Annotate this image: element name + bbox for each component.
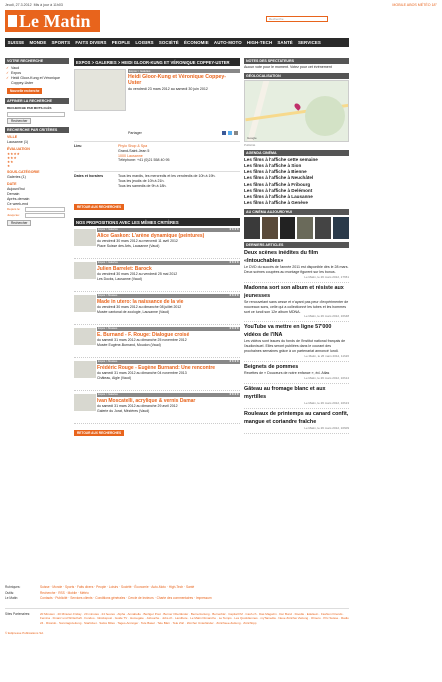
geo-heading: GÉOLOCALISATION	[244, 73, 349, 79]
rubriques-label: Rubriques:	[5, 585, 21, 589]
proposition-dates: du samedi 31 mars 2012 au dimanche 04 novembre 2013	[97, 371, 187, 375]
film-link[interactable]: Les films à l'affiche à Genève	[244, 200, 308, 206]
movie-poster[interactable]	[280, 217, 296, 239]
article-item[interactable]	[244, 248, 349, 283]
header-links[interactable]: MOBILE ABOS MÉTÉO 18°	[392, 3, 437, 7]
proposition-title[interactable]: Frédéric Rouge - Eugène Burnand: Une rencontre	[97, 365, 216, 371]
event-image	[74, 69, 126, 111]
event-category: Expos > Galeries	[128, 69, 240, 73]
galeries-filter[interactable]: Galeries (1)	[7, 175, 26, 179]
proposition-thumbnail[interactable]	[74, 295, 96, 312]
outils-links[interactable]: Recherche · RSS · Mobile · Météo	[40, 590, 89, 595]
sous-categorie-label: SOUS-CATÉGORIE	[7, 170, 40, 174]
publicite-label: Publicité	[244, 142, 256, 147]
cinema-heading: AU CINÉMA AUJOURD'HUI	[244, 209, 349, 215]
article-summary: Le DVD du succès de l'année 2011 est disponible dès le 28 mars. Deux scènes coupées au montage figurent sur les bonus.	[244, 265, 349, 275]
film-link[interactable]: Les films à l'affiche à Delémont	[244, 187, 313, 193]
google-logo: Google	[247, 135, 257, 140]
share-icons	[222, 131, 238, 135]
proposition-thumbnail[interactable]	[74, 328, 96, 345]
proposition-thumbnail[interactable]	[74, 262, 96, 279]
nav-item[interactable]: SERVICES	[297, 40, 321, 45]
proposition-thumbnail[interactable]	[74, 394, 96, 411]
rating-stars-icon: ★★★★	[228, 392, 239, 396]
proposition-dates: du vendredi 30 mars 2012 au vendredi 25 mai 2012	[97, 272, 178, 276]
article-summary: Recettes de « Douceurs de notre enfance », éd. Atlas	[244, 371, 330, 376]
article-item[interactable]	[244, 283, 349, 322]
nav-item[interactable]: SUISSE	[7, 40, 25, 45]
proposition-place: Château, Aigle (Vaud)	[97, 375, 131, 380]
lieu-line[interactable]: 1000 Lausanne	[118, 153, 143, 158]
article-title[interactable]: Deux scènes inédites du film «Intouchables»	[244, 250, 318, 264]
film-link[interactable]: Les films à l'affiche à Sion	[244, 163, 302, 168]
jusqu-label: Jusqu'au:	[7, 213, 20, 217]
lieu-label: Lieu	[74, 144, 82, 148]
lieu-line: Téléphone: +41 (0)21 558 40 95	[118, 158, 170, 163]
ville-label: VILLE	[7, 135, 18, 139]
depuis-label: Depuis le:	[7, 207, 21, 211]
proposition-title[interactable]: Made in utero: la naissance de la vie	[97, 299, 184, 305]
ville-lausanne[interactable]: Lausanne (1)	[7, 140, 29, 144]
rating-stars-icon: ★★★★	[228, 326, 239, 330]
proposition-category: Expos > Musées	[97, 294, 240, 298]
filter-label: Heidi Gloor-Kung et Véronique Coppey-Uster	[11, 76, 60, 85]
article-item[interactable]	[244, 322, 349, 361]
new-search-button[interactable]: Nouvelle recherche	[7, 88, 42, 94]
propositions-heading: NOS PROPOSITIONS AVEC LES MÊMES CRITÈRES	[74, 218, 240, 226]
date-line: Jeudi, 27.3.2012 Mis à jour à 11h03	[5, 3, 63, 7]
proposition-details	[97, 272, 237, 281]
map[interactable]	[244, 80, 349, 142]
nav-item[interactable]: LOISIRS	[135, 40, 154, 45]
proposition-title[interactable]: E. Burnand - F. Rouge: Dialogue croisé	[97, 332, 190, 338]
article-title[interactable]: YouTube va mettre en ligne 57'000 vidéos de l'INA	[244, 324, 332, 338]
breadcrumb: EXPOS > GALERIES > HEIDI GLOOR-KUNG ET VÉRONIQUE COPPEY-USTER	[74, 58, 240, 66]
proposition-place: Place Suisse des Arts, Lausanne (Vaud)	[97, 243, 160, 248]
checkbox-icon[interactable]: ✓	[6, 71, 10, 75]
checkbox-icon[interactable]: ✓	[6, 76, 10, 80]
rating-stars-icon: ★★★★	[228, 293, 239, 297]
movie-poster[interactable]	[297, 217, 313, 239]
nav-item[interactable]: AUTO-MOTO	[213, 40, 242, 45]
rubriques-links[interactable]: Suisse · Monde · Sports · Faits divers · People · Loisirs · Société · Économie · Auto-Moto · High-Tech · Santé	[40, 585, 195, 589]
article-meta: Le Matin, le 26 mars 2012, 11h26	[304, 353, 349, 358]
nav-item[interactable]: HIGH-TECH	[246, 40, 273, 45]
horaire-line: Tous les mardis, les mercredis et les vendredis de 10h à 19h.	[118, 174, 216, 178]
jusqu-input[interactable]	[25, 213, 65, 218]
proposition-place: Les Docks, Lausanne (Vaud)	[97, 276, 142, 281]
proposition-place: Musée Eugène-Burnand, Moudon (Vaud)	[97, 342, 161, 347]
horaire-line: Tous les samedis de 9h à 18h.	[118, 183, 167, 188]
affiner-heading: AFFINER LA RECHERCHE	[5, 98, 69, 104]
rechercher-button-2[interactable]: Rechercher	[7, 220, 31, 226]
proposition-place: Galerie du Jorat, Mézières (Vaud)	[97, 408, 150, 413]
outils-label: Outils:	[5, 590, 15, 595]
article-meta: Le Matin, le 26 mars 2012, 10h09	[304, 426, 349, 431]
rechercher-button[interactable]: Rechercher	[7, 118, 31, 124]
nav-item[interactable]: FAITS DIVERS	[75, 40, 107, 45]
proposition-item[interactable]	[74, 293, 240, 325]
sidebar	[5, 58, 69, 226]
article-title[interactable]: Beignets de pommes	[244, 363, 299, 370]
movie-poster[interactable]	[244, 217, 260, 239]
movie-poster[interactable]	[315, 217, 331, 239]
proposition-dates: du samedi 31 mars 2012 au dimanche 29 avril 2012	[97, 404, 178, 408]
share-label: Partager	[128, 131, 142, 135]
proposition-details	[97, 338, 237, 347]
votre-recherche-heading: VOTRE RECHERCHE	[5, 58, 69, 64]
derniers-heading: DERNIERS ARTICLES	[244, 242, 349, 248]
proposition-item[interactable]	[74, 326, 240, 358]
nav-item[interactable]: PEOPLE	[111, 40, 131, 45]
date-option[interactable]: Après-demain	[7, 197, 30, 201]
dates-label: Dates et horaires	[74, 174, 104, 178]
article-title[interactable]: Madonna sort son album et résiste aux jeunesses	[244, 285, 344, 299]
proposition-item[interactable]	[74, 392, 240, 424]
proposition-category: Expos > Musées	[97, 360, 240, 364]
movie-poster[interactable]	[262, 217, 278, 239]
article-item[interactable]	[244, 409, 349, 434]
rating-stars-icon: ★★★★	[228, 359, 239, 363]
movie-poster[interactable]	[333, 217, 349, 239]
nav-item[interactable]: SANTÉ	[277, 40, 293, 45]
lieu-line: Grand-Saint-Jean 5	[118, 148, 150, 153]
nav-item[interactable]: SPORTS	[51, 40, 71, 45]
film-link[interactable]: Les films à l'affiche à Neuchâtel	[244, 175, 314, 181]
nav-item[interactable]: SOCIÉTÉ	[158, 40, 179, 45]
copyright: © Edipresse Publications SA	[5, 631, 44, 635]
right-column	[244, 58, 349, 434]
search-input[interactable]: Recherche	[266, 16, 328, 22]
keyword-label: RECHERCHE PAR MOTS-CLÉS	[7, 106, 52, 110]
checkbox-icon[interactable]: ✓	[6, 66, 10, 70]
film-link[interactable]: Les films à l'affiche cette semaine	[244, 156, 318, 162]
notes-heading: NOTES DES SPECTATEURS	[244, 58, 349, 64]
article-meta: Le Matin, le 26 mars 2012, 17h51	[304, 275, 349, 280]
logo[interactable]: Le Matin	[5, 10, 100, 32]
sites-label: Sites Partenaires:	[5, 611, 31, 616]
rating-stars-icon[interactable]: ★★★★ ★★★ ★★ ★	[7, 152, 20, 168]
proposition-dates: du vendredi 30 mars 2012 au dimanche 08 juillet 2012	[97, 305, 182, 309]
lieu-line[interactable]: Phylo Shop & Spa	[118, 144, 148, 148]
map-pin-icon[interactable]	[293, 102, 301, 110]
article-meta: Le Matin, le 26 mars 2012, 10h13	[304, 401, 349, 406]
article-summary: Les vidéos sont issues du fonds de l'Institut national français de l'audiovisuel. Elles seront publiées dans le courant des prochaines semaines grâce à un partenariat annoncé lundi.	[244, 339, 346, 353]
horaire-line: Tous les jeudis de 10h à 21h.	[118, 178, 165, 183]
proposition-category: Expos > Galeries	[97, 228, 240, 232]
twitter-icon[interactable]	[228, 131, 232, 135]
article-title[interactable]: Rouleaux de printemps au canard confit, mangue et coriandre fraîche	[244, 411, 349, 425]
article-meta: Le Matin, le 26 mars 2012, 16h48	[304, 314, 349, 319]
film-link[interactable]: Les films à l'affiche à Bienne	[244, 169, 307, 175]
proposition-title[interactable]: Julien Barrelet: Barock	[97, 266, 152, 272]
nav-item[interactable]: ÉCONOMIE	[184, 40, 209, 45]
event-period: du vendredi 23 mars 2012 au samedi 30 juin 2012	[128, 87, 208, 91]
proposition-item[interactable]	[74, 227, 240, 259]
proposition-thumbnail[interactable]	[74, 229, 96, 246]
retour-button-2[interactable]: RETOUR AUX RECHERCHES	[74, 430, 124, 436]
main-content	[74, 58, 240, 436]
retour-button[interactable]: RETOUR AUX RECHERCHES	[74, 204, 124, 210]
article-title[interactable]: Gâteau au fromage blanc et aux myrtilles	[244, 386, 326, 400]
proposition-thumbnail[interactable]	[74, 361, 96, 378]
proposition-details	[97, 239, 237, 248]
evaluation-label: ÉVALUATION	[7, 147, 30, 151]
article-item[interactable]	[244, 362, 349, 384]
date-option[interactable]: Aujourd'hui	[7, 187, 25, 191]
proposition-title[interactable]: Ivan Moscatelli, acrylique & vernis Damar	[97, 398, 196, 404]
film-link[interactable]: Les films à l'affiche à Lausanne	[244, 194, 313, 200]
agenda-heading: AGENDA CINÉMA	[244, 150, 349, 156]
article-item[interactable]	[244, 384, 349, 409]
proposition-details	[97, 404, 237, 413]
proposition-details	[97, 305, 237, 314]
sites-links[interactable]: 20 Minuten · 20 Minuten Friday · 20 minutes · 24 heures · Alpha · Annabelle · Berliger Post · Berner Oberländer · Bernerzeitung · Bernerbär · Capital FM · Cash.ch · Das Magazin · Der Bund · Doodle · Edelsein · Fashion Friends · Femina · Finanz und Wirtschaft · Fundoo · Glückspost · Guide TV · Homegate · Jobsuche · Jobs.ch · Landbote · Le Matin Dimanche · Le Temps · Les Quotidiennes · myTamedia · Neue Züricher Zeitung · Olmero · Prix Suisse · Radio 24 · Ricardo · Sonntagszeitung · Starticket · Swiss Miles · Tages-Anzeiger · Tele Basel · Tele Bärn · Tele Züri · Zürcher Unterländer · Zürichsee-Zeitung · Zürichtipp	[40, 611, 349, 625]
proposition-item[interactable]	[74, 260, 240, 292]
proposition-details	[97, 371, 237, 380]
date-label: DATE	[7, 182, 17, 186]
facebook-icon[interactable]	[222, 131, 226, 135]
criteres-heading: RECHERCHE PAR CRITÈRES	[5, 127, 69, 133]
date-option[interactable]: Ce week-end	[7, 202, 29, 206]
filter-label: Vaud	[11, 66, 20, 70]
email-icon[interactable]	[234, 131, 238, 135]
filter-checkbox[interactable]	[5, 76, 69, 86]
article-meta: Le Matin, le 26 mars 2012, 10h14	[304, 376, 349, 381]
lematin-links[interactable]: Contacts · Publicité · Services clients · Conditions générales · Cercle de lecteurs · Charte des commentaires · Impressum	[40, 596, 212, 601]
date-option[interactable]: Demain	[7, 192, 20, 196]
main-nav	[5, 38, 349, 47]
keyword-input[interactable]	[7, 112, 65, 117]
proposition-dates: du samedi 31 mars 2012 au dimanche 25 novembre 2012	[97, 338, 187, 342]
proposition-title[interactable]: Alice Gaskon: L'arène dynamique (peintures)	[97, 233, 205, 239]
proposition-category: Expos > Musées	[97, 327, 240, 331]
proposition-category: Expos > Galeries	[97, 261, 240, 265]
proposition-dates: du vendredi 30 mars 2012 au mercredi 11 avril 2012	[97, 239, 178, 243]
nav-item[interactable]: MONDE	[29, 40, 47, 45]
proposition-place: Musée cantonal de zoologie, Lausanne (Vaud)	[97, 309, 170, 314]
event-title: Heidi Gloor-Kung et Véronique Coppey-Uster	[128, 74, 226, 86]
proposition-item[interactable]	[74, 359, 240, 391]
filter-label: Expos	[11, 71, 21, 75]
logo-mark-icon	[8, 15, 17, 27]
depuis-input[interactable]	[25, 207, 65, 212]
article-summary: Se renouvelant sans cesse et n'ayant pas peur d'expérimenter de nouveaux sons, celle qui a collectionné les tubes et les hommes sort ce lundi son 12e album MDNA.	[244, 300, 349, 314]
notes-text: Aucun vote pour le moment. Votez pour cet événement	[244, 65, 332, 69]
proposition-category: Expos > Galeries	[97, 393, 240, 397]
rating-stars-icon: ★★★★	[228, 227, 239, 231]
film-link[interactable]: Les films à l'affiche à Fribourg	[244, 181, 311, 187]
rating-stars-icon: ★★★★	[228, 260, 239, 264]
footer	[5, 585, 349, 637]
movie-posters	[244, 217, 349, 239]
lematin-label: Le Matin:	[5, 596, 19, 601]
